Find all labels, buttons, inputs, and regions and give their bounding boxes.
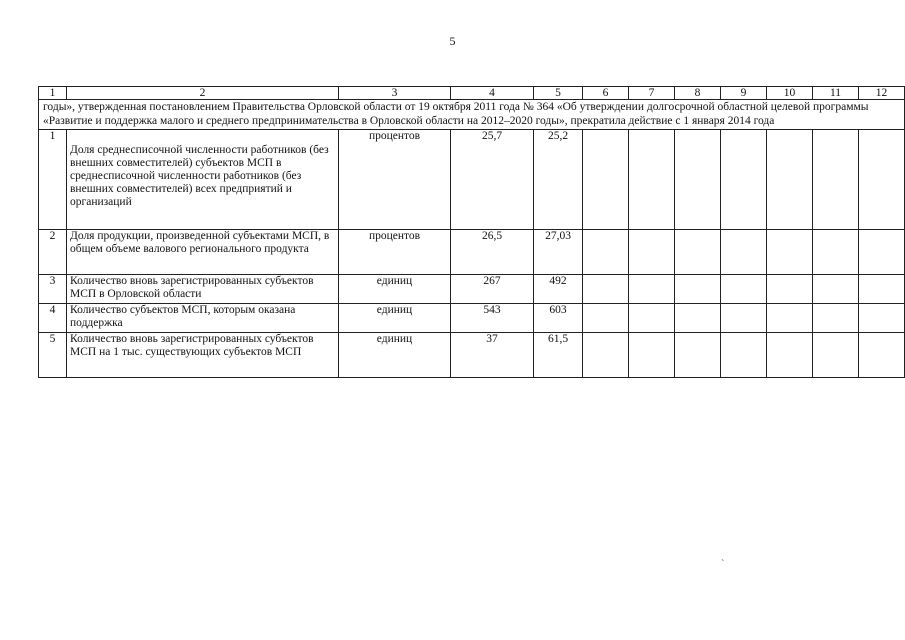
empty-cell <box>767 230 813 275</box>
empty-cell <box>721 333 767 378</box>
empty-cell <box>767 130 813 230</box>
empty-cell <box>813 304 859 333</box>
empty-cell <box>583 130 629 230</box>
row-indicator-name: Количество вновь зарегистрированных субъектов МСП в Орловской области <box>67 275 339 304</box>
empty-cell <box>813 275 859 304</box>
row-value-col5: 603 <box>534 304 583 333</box>
row-index: 5 <box>39 333 67 378</box>
row-unit: единиц <box>339 333 451 378</box>
empty-cell <box>721 130 767 230</box>
header-cell: 6 <box>583 87 629 100</box>
row-index: 2 <box>39 230 67 275</box>
row-value-col5: 61,5 <box>534 333 583 378</box>
empty-cell <box>767 275 813 304</box>
intro-row <box>39 100 905 130</box>
row-index: 1 <box>39 130 67 230</box>
header-cell: 5 <box>534 87 583 100</box>
header-cell: 10 <box>767 87 813 100</box>
empty-cell <box>767 304 813 333</box>
table-row <box>39 304 905 333</box>
empty-cell <box>675 304 721 333</box>
row-value-col4: 267 <box>451 275 534 304</box>
table-row <box>39 230 905 275</box>
row-value-col5: 25,2 <box>534 130 583 230</box>
empty-cell <box>675 333 721 378</box>
header-row <box>39 87 905 100</box>
row-value-col5: 27,03 <box>534 230 583 275</box>
row-unit: процентов <box>339 130 451 230</box>
row-indicator-name: Количество субъектов МСП, которым оказана поддержка <box>67 304 339 333</box>
empty-cell <box>859 130 905 230</box>
row-value-col4: 543 <box>451 304 534 333</box>
row-indicator-name: Количество вновь зарегистрированных субъектов МСП на 1 тыс. существующих субъектов МСП <box>67 333 339 378</box>
empty-cell <box>859 304 905 333</box>
empty-cell <box>583 333 629 378</box>
row-value-col4: 37 <box>451 333 534 378</box>
header-cell: 12 <box>859 87 905 100</box>
row-unit: единиц <box>339 275 451 304</box>
row-index: 4 <box>39 304 67 333</box>
table-row <box>39 333 905 378</box>
empty-cell <box>629 304 675 333</box>
header-cell: 2 <box>67 87 339 100</box>
empty-cell <box>813 130 859 230</box>
empty-cell <box>859 230 905 275</box>
empty-cell <box>813 333 859 378</box>
header-cell: 11 <box>813 87 859 100</box>
empty-cell <box>721 230 767 275</box>
row-value-col5: 492 <box>534 275 583 304</box>
header-cell: 3 <box>339 87 451 100</box>
empty-cell <box>859 275 905 304</box>
empty-cell <box>629 230 675 275</box>
header-cell: 9 <box>721 87 767 100</box>
empty-cell <box>675 275 721 304</box>
row-unit: единиц <box>339 304 451 333</box>
header-cell: 4 <box>451 87 534 100</box>
empty-cell <box>629 333 675 378</box>
empty-cell <box>583 304 629 333</box>
empty-cell <box>721 275 767 304</box>
page-number: 5 <box>449 34 456 48</box>
intro-text: годы», утвержденная постановлением Правительства Орловской области от 19 октября 2011 года № 364 «Об утверждении долгосрочной областной целевой программы «Развитие и поддержка малого и среднего предпринимательства в Орловской области на 2012–2020 годы», прекратила действие с 1 января 2014 года <box>39 100 905 130</box>
empty-cell <box>629 130 675 230</box>
header-cell: 8 <box>675 87 721 100</box>
row-value-col4: 25,7 <box>451 130 534 230</box>
header-cell: 1 <box>39 87 67 100</box>
table-row <box>39 275 905 304</box>
indicator-table-wrapper <box>38 86 888 378</box>
row-indicator-name: Доля среднесписочной численности работников (без внешних совместителей) субъектов МСП в среднесписочной численности работников (без внешних совместителей) всех предприятий и организаций <box>67 130 339 230</box>
empty-cell <box>675 130 721 230</box>
indicator-table <box>38 86 905 378</box>
scan-speck: ` <box>721 559 725 570</box>
row-indicator-name: Доля продукции, произведенной субъектами МСП, в общем объеме валового регионального продукта <box>67 230 339 275</box>
empty-cell <box>583 275 629 304</box>
empty-cell <box>583 230 629 275</box>
empty-cell <box>721 304 767 333</box>
header-cell: 7 <box>629 87 675 100</box>
row-value-col4: 26,5 <box>451 230 534 275</box>
row-unit: процентов <box>339 230 451 275</box>
row-index: 3 <box>39 275 67 304</box>
empty-cell <box>859 333 905 378</box>
empty-cell <box>813 230 859 275</box>
empty-cell <box>767 333 813 378</box>
empty-cell <box>675 230 721 275</box>
empty-cell <box>629 275 675 304</box>
table-row <box>39 130 905 230</box>
